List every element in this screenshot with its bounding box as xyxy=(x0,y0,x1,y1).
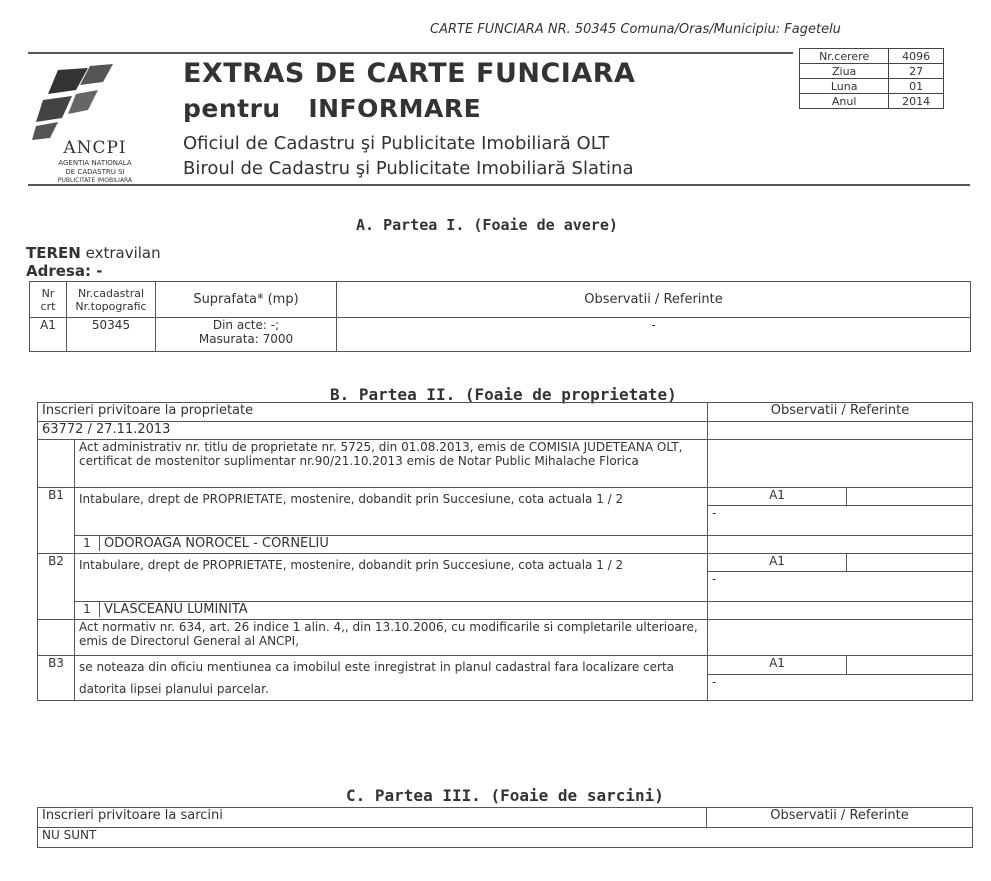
b2-owner-row xyxy=(38,602,973,620)
request-row xyxy=(800,79,944,94)
request-label: Ziua xyxy=(800,64,889,79)
b2-owner-table xyxy=(75,602,252,617)
b2-ref: A1 xyxy=(708,554,847,572)
b1-ref-extra xyxy=(847,488,973,506)
b3-text: se noteaza din oficiu mentiunea ca imobilul este inregistrat in planul cadastral fara localizare certa datorita lipsei planului parcelar. xyxy=(75,656,708,701)
part2-title: B. Partea II. (Foaie de proprietate) xyxy=(330,385,677,404)
b2-owner-cell xyxy=(75,602,708,620)
act1-obs xyxy=(708,440,973,488)
b3-row xyxy=(38,656,973,675)
suprafata-acte: Din acte: -; xyxy=(212,318,280,332)
b2-owner-nr: 1 xyxy=(75,602,100,617)
teren-label: TEREN xyxy=(26,244,81,262)
row-suprafata xyxy=(156,318,337,352)
b2-row xyxy=(38,554,973,572)
request-label: Nr.cerere xyxy=(800,49,889,64)
logo-subtitle-2: DE CADASTRU SI xyxy=(65,168,125,176)
b2-ref-extra xyxy=(847,554,973,572)
carte-funciara-header: CARTE FUNCIARA NR. 50345 Comuna/Oras/Municipiu: Fagetelu xyxy=(430,22,841,37)
sarcini-header-right: Observatii / Referinte xyxy=(707,808,973,828)
request-value: 01 xyxy=(889,79,944,94)
entry-row xyxy=(38,422,973,440)
request-label: Anul xyxy=(800,94,889,109)
sarcini-header-row xyxy=(38,808,973,828)
office-name: Oficiul de Cadastru şi Publicitate Imobiliară OLT xyxy=(183,133,610,154)
b2-owner-name: VLASCEANU LUMINITA xyxy=(104,602,248,617)
b1-code: B1 xyxy=(38,488,75,554)
teren-table xyxy=(29,281,971,352)
sarcini-value: NU SUNT xyxy=(38,828,973,848)
teren-row-a1 xyxy=(30,318,971,352)
part1-title: A. Partea I. (Foaie de avere) xyxy=(356,216,618,234)
part3-title: C. Partea III. (Foaie de sarcini) xyxy=(346,786,664,805)
act2-code-cell xyxy=(38,620,75,656)
logo-subtitle-3: PUBLICITATE IMOBILIARA xyxy=(57,177,133,184)
request-value: 27 xyxy=(889,64,944,79)
adresa-line: Adresa: - xyxy=(26,262,103,280)
b1-text: Intabulare, drept de PROPRIETATE, mostenire, dobandit prin Succesiune, cota actuala 1 / 2 xyxy=(75,488,708,536)
act1-text: Act administrativ nr. titlu de proprietate nr. 5725, din 01.08.2013, emis de COMISIA JUDETEANA OLT, certificat de mostenitor suplimentar nr.90/21.10.2013 emis de Notar Public Mihalache Florica xyxy=(75,440,708,488)
request-row xyxy=(800,49,944,64)
bureau-name: Biroul de Cadastru şi Publicitate Imobiliară Slatina xyxy=(183,158,634,179)
document-subtitle: pentru INFORMARE xyxy=(183,94,482,123)
sarcini-table xyxy=(37,807,973,848)
act2-row xyxy=(38,620,973,656)
teren-line xyxy=(26,244,161,262)
proprietate-table xyxy=(37,402,973,701)
request-value: 2014 xyxy=(889,94,944,109)
proprietate-header-left: Inscrieri privitoare la proprietate xyxy=(38,403,708,422)
entry-obs xyxy=(708,422,973,440)
request-row xyxy=(800,64,944,79)
b2-owner-inner-row xyxy=(75,602,252,617)
logo-subtitle-1: AGENTIA NATIONALA xyxy=(58,159,132,167)
b1-owner-name: ODOROAGA NOROCEL - CORNELIU xyxy=(104,536,329,551)
b1-ref: A1 xyxy=(708,488,847,506)
header-rule xyxy=(28,52,793,54)
sarcini-row xyxy=(38,828,973,848)
entry-number: 63772 / 27.11.2013 xyxy=(38,422,708,440)
request-label: Luna xyxy=(800,79,889,94)
act2-obs xyxy=(708,620,973,656)
b1-owner-obs xyxy=(708,536,973,554)
teren-value: extravilan xyxy=(85,244,161,262)
b1-owner-cell xyxy=(75,536,708,554)
proprietate-header-row xyxy=(38,403,973,422)
b1-owner-table xyxy=(75,536,333,551)
header-nr-crt: Nr crt xyxy=(30,282,67,318)
b2-code: B2 xyxy=(38,554,75,620)
teren-header-row xyxy=(30,282,971,318)
act1-code-cell xyxy=(38,440,75,488)
row-nr-crt: A1 xyxy=(30,318,67,352)
b1-owner-inner-row xyxy=(75,536,333,551)
b1-row xyxy=(38,488,973,506)
b1-obs: - xyxy=(708,506,973,536)
sarcini-header-left: Inscrieri privitoare la sarcini xyxy=(38,808,707,828)
header-observatii: Observatii / Referinte xyxy=(337,282,971,318)
act2-text: Act normativ nr. 634, art. 26 indice 1 alin. 4,, din 13.10.2006, cu modificarile si completarile ulterioare, emis de Directorul General al ANCPI, xyxy=(75,620,708,656)
request-info-table xyxy=(799,48,944,109)
b1-owner-row xyxy=(38,536,973,554)
row-nr-cadastral: 50345 xyxy=(67,318,156,352)
document-title: EXTRAS DE CARTE FUNCIARA xyxy=(183,58,636,89)
b3-code: B3 xyxy=(38,656,75,701)
request-value: 4096 xyxy=(889,49,944,64)
header-nr-cadastral: Nr.cadastral Nr.topografic xyxy=(67,282,156,318)
b3-ref-extra xyxy=(847,656,973,675)
act1-row xyxy=(38,440,973,488)
request-row xyxy=(800,94,944,109)
b2-owner-obs xyxy=(708,602,973,620)
b3-obs: - xyxy=(708,675,973,701)
logo-name: ANCPI xyxy=(63,138,127,158)
row-observatii: - xyxy=(337,318,971,352)
title-rule xyxy=(28,184,970,186)
b1-owner-nr: 1 xyxy=(75,536,100,551)
b2-text: Intabulare, drept de PROPRIETATE, mostenire, dobandit prin Succesiune, cota actuala 1 / 2 xyxy=(75,554,708,602)
suprafata-masurata: Masurata: 7000 xyxy=(198,332,294,346)
proprietate-header-right: Observatii / Referinte xyxy=(708,403,973,422)
header-suprafata: Suprafata* (mp) xyxy=(156,282,337,318)
b2-obs: - xyxy=(708,572,973,602)
b3-ref: A1 xyxy=(708,656,847,675)
